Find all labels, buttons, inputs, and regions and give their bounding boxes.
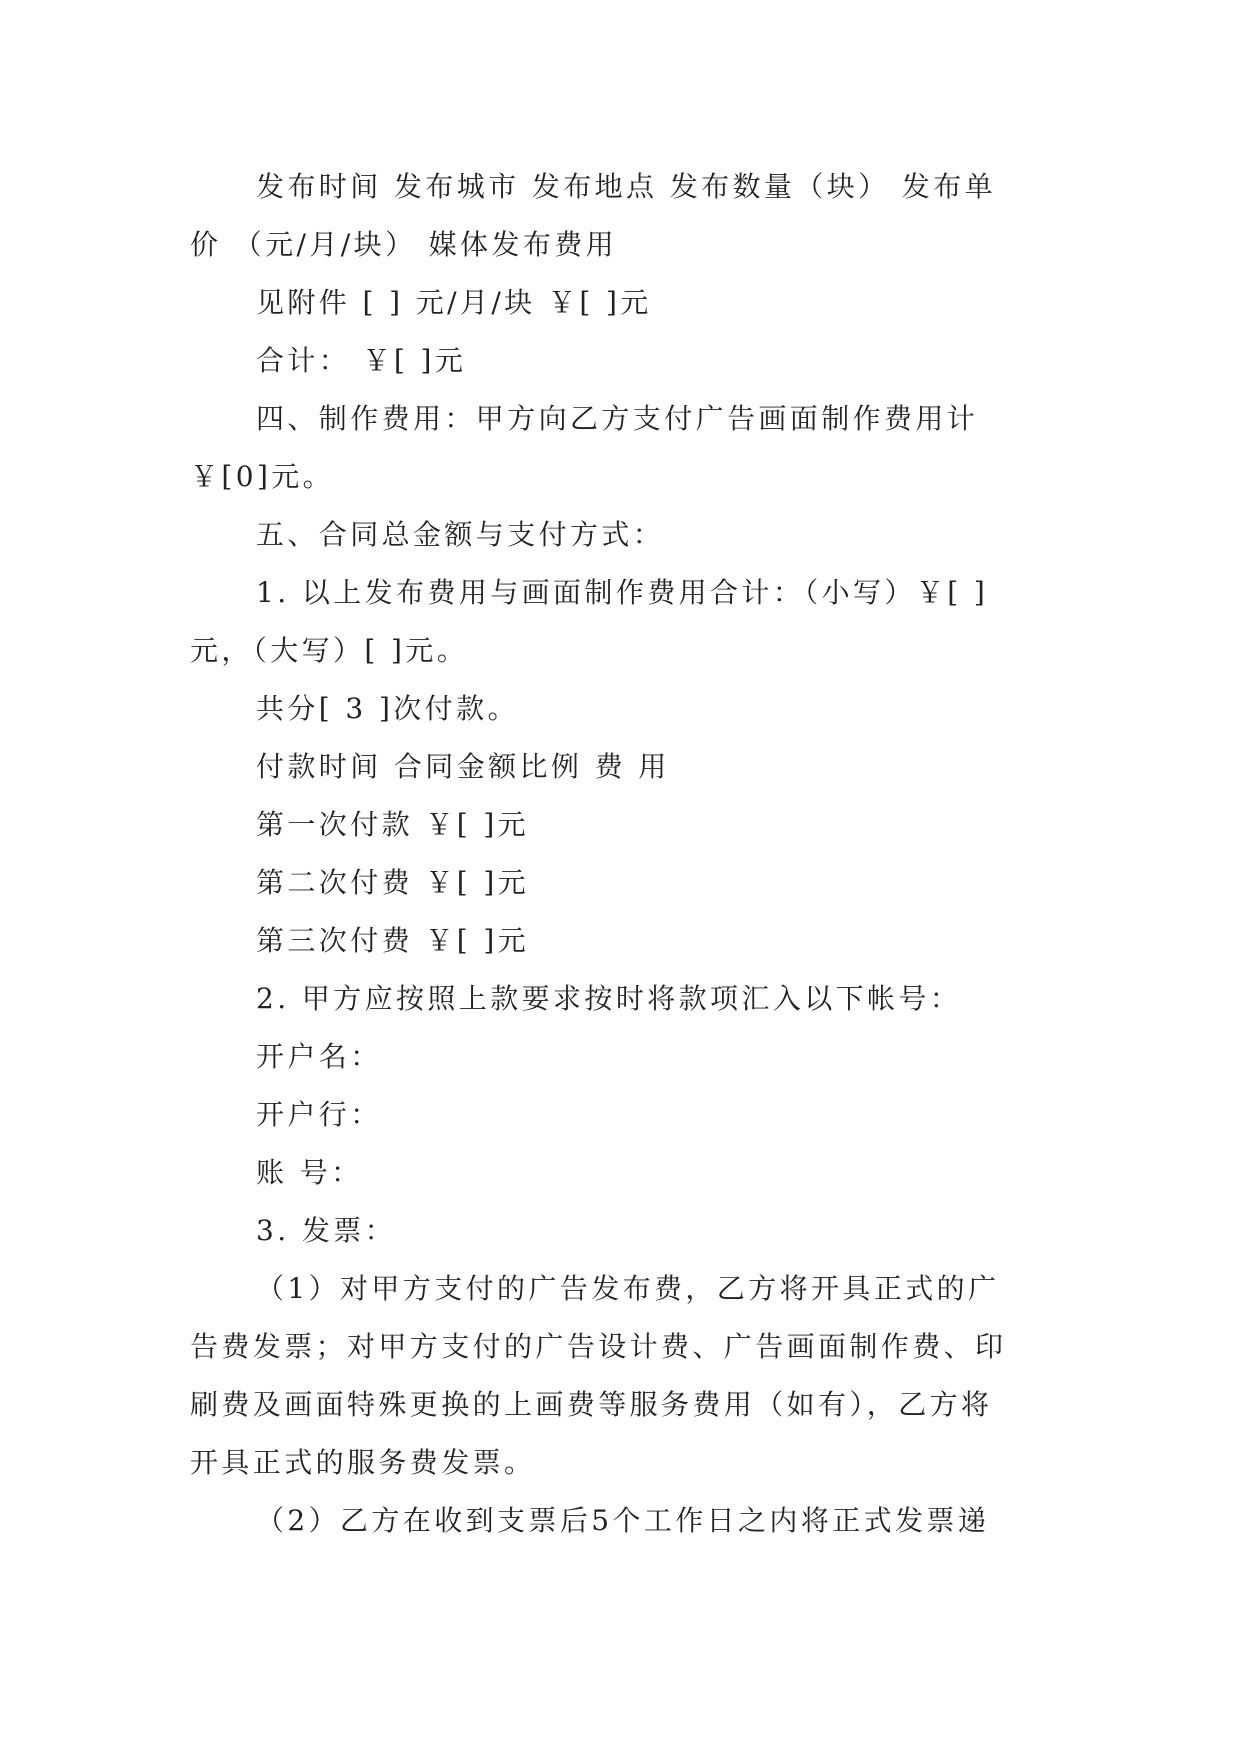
text-line-18: 账 号： — [256, 1156, 363, 1189]
text-line-15: 2. 甲方应按照上款要求按时将款项汇入以下帐号： — [256, 982, 962, 1015]
text-line-11: 付款时间 合同金额比例 费 用 — [256, 750, 670, 783]
text-line-3: 见附件 [ ] 元/月/块 ￥[ ]元 — [256, 286, 652, 319]
text-line-10: 共分[ 3 ]次付款。 — [256, 692, 519, 725]
text-line-4: 合计： ￥[ ]元 — [256, 344, 467, 377]
text-line-12: 第一次付款 ￥[ ]元 — [256, 808, 530, 841]
text-line-2: 价 （元/月/块） 媒体发布费用 — [190, 228, 618, 261]
text-line-9: 元，（大写）[ ]元。 — [190, 634, 469, 667]
text-line-21: 告费发票；对甲方支付的广告设计费、广告画面制作费、印 — [190, 1330, 1007, 1363]
text-line-6: ￥[0]元。 — [190, 460, 335, 493]
document-body — [190, 158, 1056, 1550]
text-line-23: 开具正式的服务费发票。 — [190, 1446, 536, 1479]
text-line-13: 第二次付费 ￥[ ]元 — [256, 866, 530, 899]
text-line-17: 开户行： — [256, 1098, 382, 1131]
text-line-22: 刷费及画面特殊更换的上画费等服务费用（如有），乙方将 — [190, 1388, 993, 1421]
text-line-14: 第三次付费 ￥[ ]元 — [256, 924, 530, 957]
text-line-16: 开户名： — [256, 1040, 382, 1073]
text-line-8: 1. 以上发布费用与画面制作费用合计：（小写）￥[ ] — [256, 576, 989, 609]
text-line-5: 四、制作费用：甲方向乙方支付广告画面制作费用计 — [256, 402, 979, 435]
text-line-20: （1）对甲方支付的广告发布费，乙方将开具正式的广 — [256, 1272, 1000, 1305]
text-line-1: 发布时间 发布城市 发布地点 发布数量（块） 发布单 — [256, 170, 997, 203]
text-line-19: 3. 发票： — [256, 1214, 397, 1247]
text-line-7: 五、合同总金额与支付方式： — [256, 518, 665, 551]
text-line-24: （2）乙方在收到支票后5个工作日之内将正式发票递 — [256, 1504, 990, 1537]
